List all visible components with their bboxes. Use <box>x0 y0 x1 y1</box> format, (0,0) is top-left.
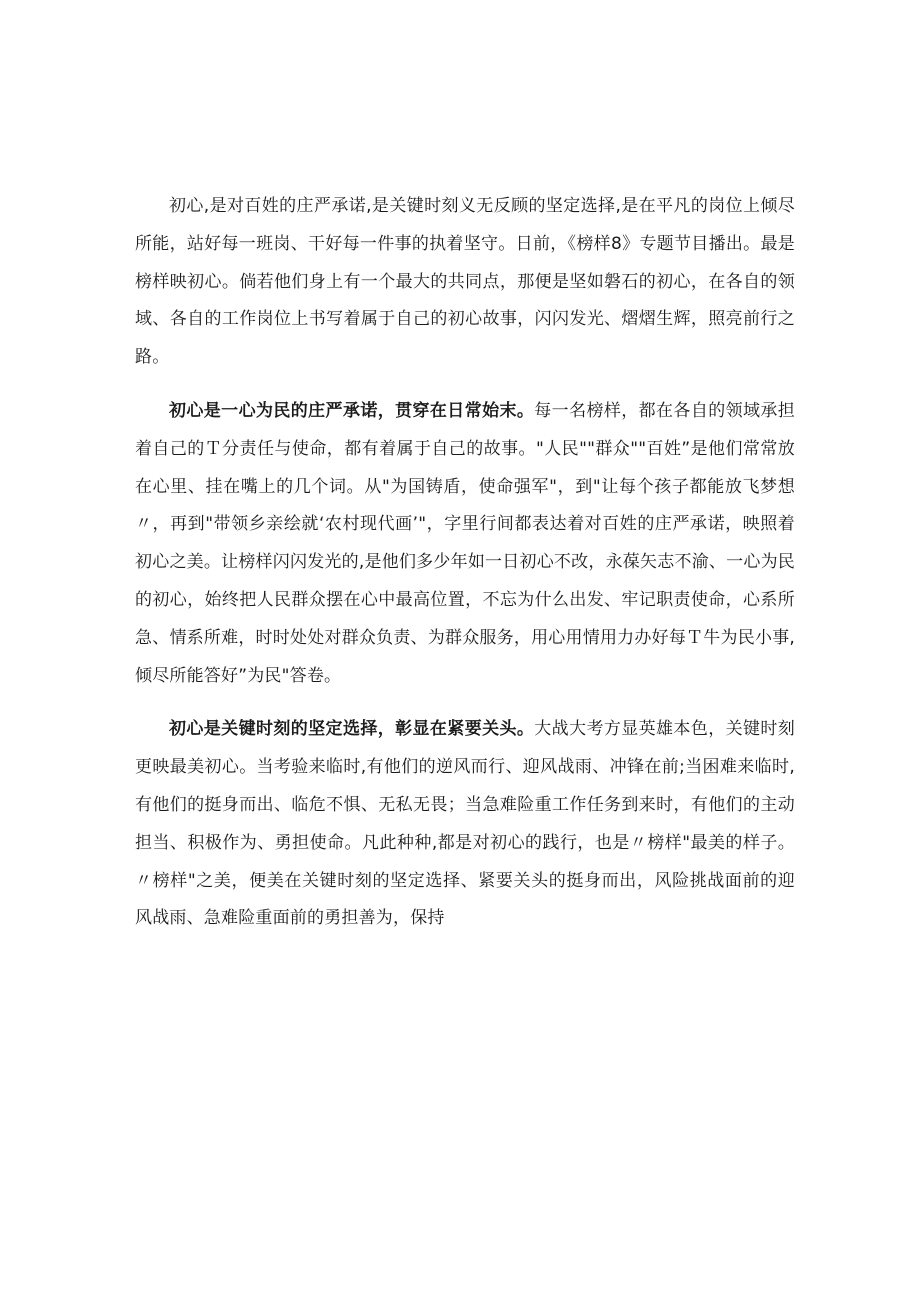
paragraph-text: 大战大考方显英雄本色，关键时刻更映最美初心。当考验来临时,有他们的逆风而行、迎风战雨、冲锋在前;当困难来临时,有他们的挺身而出、临危不惧、无私无畏；当急难险重工作任务到来时，有他们的主动担当、积极作为、勇担使命。凡此种种,都是对初心的践行，也是〃榜样"最美的样子。〃榜样"之美，便美在关键时刻的坚定选择、紧要关头的挺身而出，风险挑战面前的迎风战雨、急难险重面前的勇担善为，保持 <box>135 719 795 929</box>
paragraph-text: 初心,是对百姓的庄严承诺,是关键时刻义无反顾的坚定选择,是在平凡的岗位上倾尽所能，站好每一班岗、干好每一件事的执着坚守。日前，《榜样8》专题节目播出。最是榜样映初心。倘若他们身上有一个最大的共同点，那便是坚如磐石的初心，在各自的领域、各自的工作岗位上书写着属于自己的初心故事，闪闪发光、熠熠生辉，照亮前行之路。 <box>135 196 795 368</box>
paragraph-critical-moment <box>135 711 795 938</box>
paragraph-text: 每一名榜样，都在各自的领域承担着自己的Ｔ分责任与使命，都有着属于自己的故事。"人民""群众""百姓”是他们常常放在心里、挂在嘴上的几个词。从"为国铸盾，使命强军"，到"让每个孩子都能放飞梦想〃，再到"带领乡亲绘就‘农村现代画’"，字里行间都表达着对百姓的庄严承诺，映照着初心之美。让榜样闪闪发光的,是他们多少年如一日初心不改，永葆矢志不渝、一心为民的初心，始终把人民群众摆在心中最高位置，不忘为什么出发、牢记职责使命，心系所急、情系所难，时时处处对群众负责、为群众服务，用心用情用力办好每Ｔ牛为民小事,倾尽所能答好”为民"答卷。 <box>135 400 795 686</box>
document-body <box>135 188 795 954</box>
paragraph-intro <box>135 188 795 377</box>
paragraph-lead: 初心是一心为民的庄严承诺，贯穿在日常始末。 <box>169 400 535 421</box>
paragraph-lead: 初心是关键时刻的坚定选择，彰显在紧要关头。 <box>169 719 535 740</box>
paragraph-people <box>135 393 795 695</box>
